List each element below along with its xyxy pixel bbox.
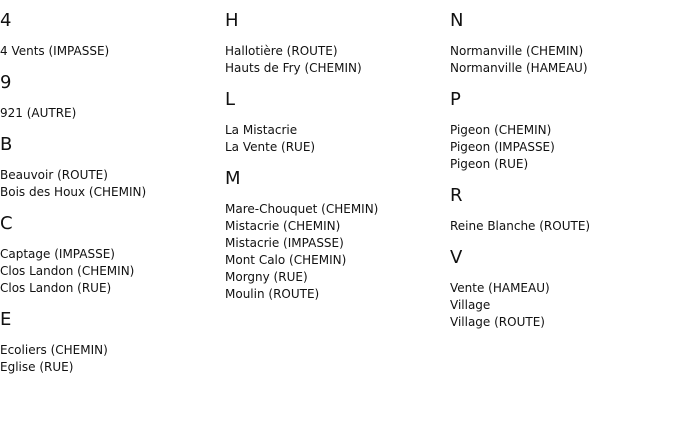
- street-link[interactable]: Clos Landon (RUE): [0, 281, 112, 295]
- street-link[interactable]: Moulin (ROUTE): [225, 287, 320, 301]
- street-link[interactable]: Mont Calo (CHEMIN): [225, 253, 347, 267]
- street-link[interactable]: Normanville (CHEMIN): [450, 44, 584, 58]
- letter-group-9: [0, 72, 220, 122]
- letter-group-h: [225, 10, 445, 77]
- letter-group-r: [450, 185, 670, 235]
- section-letter: 4: [0, 10, 12, 31]
- section-letter: E: [0, 309, 12, 330]
- section-letter: H: [225, 10, 239, 31]
- letter-group-v: [450, 247, 670, 331]
- section-letter: N: [450, 10, 464, 31]
- street-link[interactable]: Eglise (RUE): [0, 360, 74, 374]
- section-letter: L: [225, 89, 236, 110]
- letter-group-n: [450, 10, 670, 77]
- letter-group-p: [450, 89, 670, 173]
- street-link[interactable]: Beauvoir (ROUTE): [0, 168, 108, 182]
- letter-group-4: [0, 10, 220, 60]
- street-link[interactable]: Mare-Chouquet (CHEMIN): [225, 202, 379, 216]
- section-letter: V: [450, 247, 463, 268]
- street-link[interactable]: Captage (IMPASSE): [0, 247, 115, 261]
- street-link[interactable]: Village (ROUTE): [450, 315, 545, 329]
- street-link[interactable]: Vente (HAMEAU): [450, 281, 550, 295]
- letter-group-m: [225, 168, 445, 303]
- section-letter: R: [450, 185, 463, 206]
- street-link[interactable]: 4 Vents (IMPASSE): [0, 44, 110, 58]
- street-link[interactable]: 921 (AUTRE): [0, 106, 77, 120]
- section-letter: B: [0, 134, 13, 155]
- section-letter: 9: [0, 72, 12, 93]
- section-letter: M: [225, 168, 241, 189]
- index-column-3: [450, 10, 670, 343]
- street-link[interactable]: Reine Blanche (ROUTE): [450, 219, 591, 233]
- section-letter: C: [0, 213, 13, 234]
- index-column-1: [0, 10, 220, 388]
- street-link[interactable]: Village: [450, 298, 491, 312]
- street-link[interactable]: Clos Landon (CHEMIN): [0, 264, 135, 278]
- street-link[interactable]: La Mistacrie: [225, 123, 298, 137]
- street-link[interactable]: Normanville (HAMEAU): [450, 61, 588, 75]
- street-link[interactable]: Ecoliers (CHEMIN): [0, 343, 108, 357]
- street-link[interactable]: Pigeon (CHEMIN): [450, 123, 552, 137]
- street-link[interactable]: Hauts de Fry (CHEMIN): [225, 61, 362, 75]
- street-link[interactable]: Pigeon (RUE): [450, 157, 529, 171]
- street-link[interactable]: Pigeon (IMPASSE): [450, 140, 555, 154]
- street-link[interactable]: Bois des Houx (CHEMIN): [0, 185, 147, 199]
- street-link[interactable]: Morgny (RUE): [225, 270, 308, 284]
- letter-group-c: [0, 213, 220, 297]
- street-link[interactable]: Mistacrie (IMPASSE): [225, 236, 344, 250]
- letter-group-b: [0, 134, 220, 201]
- index-column-2: [225, 10, 445, 315]
- street-link[interactable]: Hallotière (ROUTE): [225, 44, 338, 58]
- letter-group-e: [0, 309, 220, 376]
- section-letter: P: [450, 89, 461, 110]
- street-link[interactable]: La Vente (RUE): [225, 140, 316, 154]
- street-link[interactable]: Mistacrie (CHEMIN): [225, 219, 341, 233]
- letter-group-l: [225, 89, 445, 156]
